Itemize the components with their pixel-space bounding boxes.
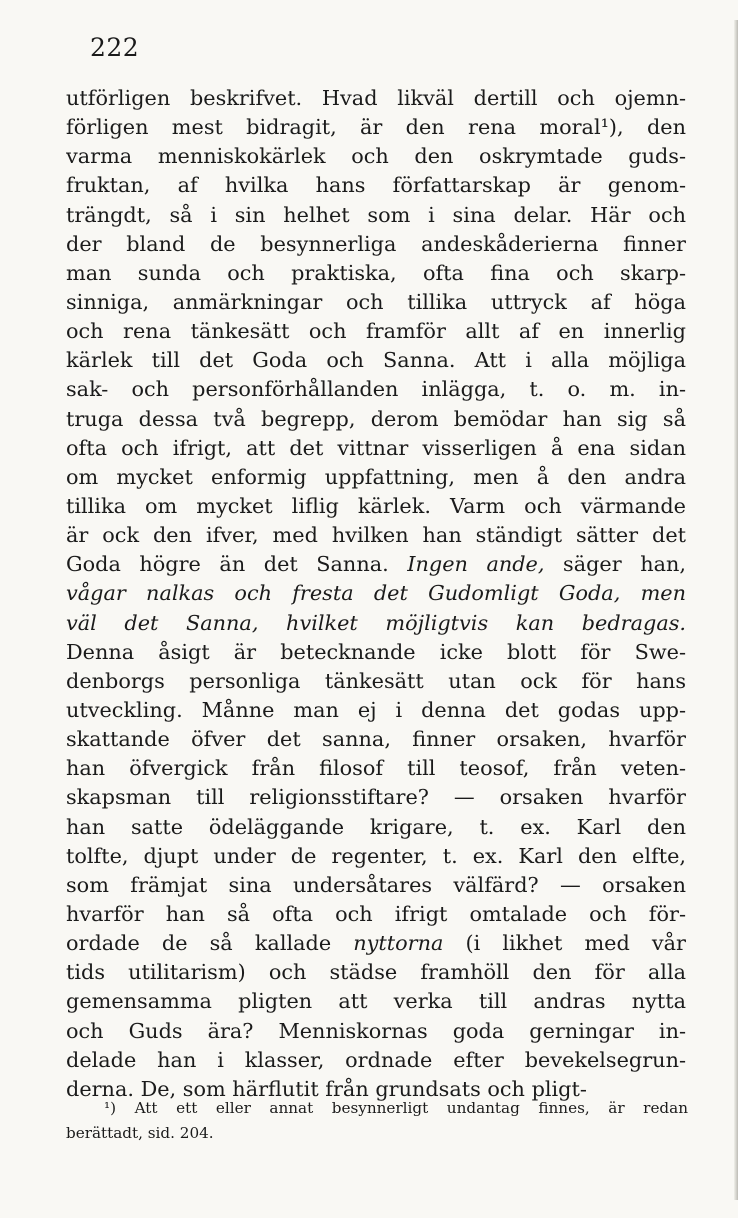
text-line	[66, 434, 686, 463]
text-line	[66, 754, 686, 783]
text-line	[66, 783, 686, 812]
text-run: är ock den ifver, med hvilken han ständigt sätter det	[66, 523, 686, 548]
text-run: Denna åsigt är betecknande icke blott för Swe-	[66, 639, 686, 664]
text-line	[66, 492, 686, 521]
text-line	[66, 1046, 686, 1075]
text-line	[66, 871, 686, 900]
text-run: trängdt, så i sin helhet som i sina delar. Här och	[66, 202, 686, 227]
footnote-line: berättadt, sid. 204.	[66, 1123, 214, 1142]
text-line	[66, 1017, 686, 1046]
text-run: denborgs personliga tänkesätt utan ock för hans	[66, 668, 686, 693]
text-line	[66, 900, 686, 929]
text-line	[66, 667, 686, 696]
text-run: sinniga, anmärkningar och tillika uttryck af höga	[66, 289, 686, 314]
text-run: varma menniskokärlek och den oskrymtade guds-	[66, 144, 686, 169]
text-line	[66, 84, 686, 113]
text-run: der bland de besynnerliga andeskåderierna finner	[66, 231, 686, 256]
text-run: han öfvergick från filosof till teosof, från veten-	[66, 756, 686, 781]
italic-text: vågar nalkas och fresta det Gudomligt Goda, men	[66, 581, 686, 606]
text-run: utförligen beskrifvet. Hvad likväl dertill och ojemn-	[66, 86, 686, 110]
text-line	[66, 725, 686, 754]
text-line	[66, 929, 686, 958]
text-run: truga dessa två begrepp, derom bemödar han sig så	[66, 406, 686, 431]
text-line	[66, 142, 686, 171]
text-run: han satte ödeläggande krigare, t. ex. Karl den	[66, 814, 686, 839]
text-run: ofta och ifrigt, att det vittnar visserligen å ena sidan	[66, 435, 686, 460]
text-line	[66, 405, 686, 434]
text-line	[66, 609, 686, 638]
text-run: kärlek till det Goda och Sanna. Att i alla möjliga	[66, 348, 686, 373]
text-line	[66, 317, 686, 346]
text-run: förligen mest bidragit, är den rena moral¹), den	[66, 115, 686, 140]
body-text	[66, 84, 686, 1104]
text-run: gemensamma pligten att verka till andras nytta	[66, 989, 686, 1014]
text-line	[66, 171, 686, 200]
text-line	[66, 579, 686, 608]
text-run: man sunda och praktiska, ofta fina och skarp-	[66, 260, 686, 285]
text-run: tids utilitarism) och städse framhöll den för alla	[66, 960, 686, 985]
text-run: och rena tänkesätt och framför allt af en innerlig	[66, 319, 686, 344]
text-run: hvarför han så ofta och ifrigt omtalade och för-	[66, 901, 686, 926]
text-line	[66, 550, 686, 579]
text-line	[66, 375, 686, 404]
text-run: sak- och personförhållanden inlägga, t. o. m. in-	[66, 377, 686, 402]
italic-text: Ingen ande,	[407, 552, 545, 577]
italic-text: väl det Sanna, hvilket möjligtvis kan bedragas.	[66, 610, 686, 635]
text-run: tolfte, djupt under de regenter, t. ex. Karl den elfte,	[66, 843, 686, 868]
text-line	[66, 842, 686, 871]
text-run: tillika om mycket liflig kärlek. Varm och värmande	[66, 493, 686, 518]
footnote-line: ¹) Att ett eller annat besynnerligt undantag finnes, är redan	[104, 1099, 688, 1117]
text-run: säger han,	[544, 552, 686, 577]
footnote	[66, 1096, 688, 1145]
text-run: delade han i klasser, ordnade efter bevekelsegrun-	[66, 1047, 686, 1072]
text-run: (i likhet med vår	[443, 931, 686, 956]
text-line	[66, 346, 686, 375]
text-run: som främjat sina undersåtares välfärd? — orsaken	[66, 872, 686, 897]
text-line	[66, 813, 686, 842]
text-run: och Guds ära? Menniskornas goda gerningar in-	[66, 1018, 686, 1043]
text-line	[66, 230, 686, 259]
italic-text: nyttorna	[353, 931, 444, 956]
text-line	[66, 201, 686, 230]
text-run: om mycket enformig uppfattning, men å den andra	[66, 464, 686, 489]
text-run: derna. De, som härflutit från grundsats och pligt-	[66, 1076, 587, 1101]
text-run: Goda högre än det Sanna.	[66, 552, 408, 577]
text-line	[66, 958, 686, 987]
page-edge	[734, 20, 738, 1200]
text-run: skapsman till religionsstiftare? — orsaken hvarför	[66, 785, 686, 810]
text-line	[66, 638, 686, 667]
text-line	[66, 113, 686, 142]
text-run: skattande öfver det sanna, finner orsaken, hvarför	[66, 727, 686, 752]
page-number: 222	[90, 33, 140, 62]
text-run: fruktan, af hvilka hans författarskap är genom-	[66, 173, 686, 198]
text-line	[66, 259, 686, 288]
text-line	[66, 521, 686, 550]
text-run: ordade de så kallade	[66, 931, 354, 956]
text-line	[66, 696, 686, 725]
text-line	[66, 987, 686, 1016]
text-line	[66, 463, 686, 492]
text-run: utveckling. Månne man ej i denna det godas upp-	[66, 697, 686, 722]
text-line	[66, 288, 686, 317]
